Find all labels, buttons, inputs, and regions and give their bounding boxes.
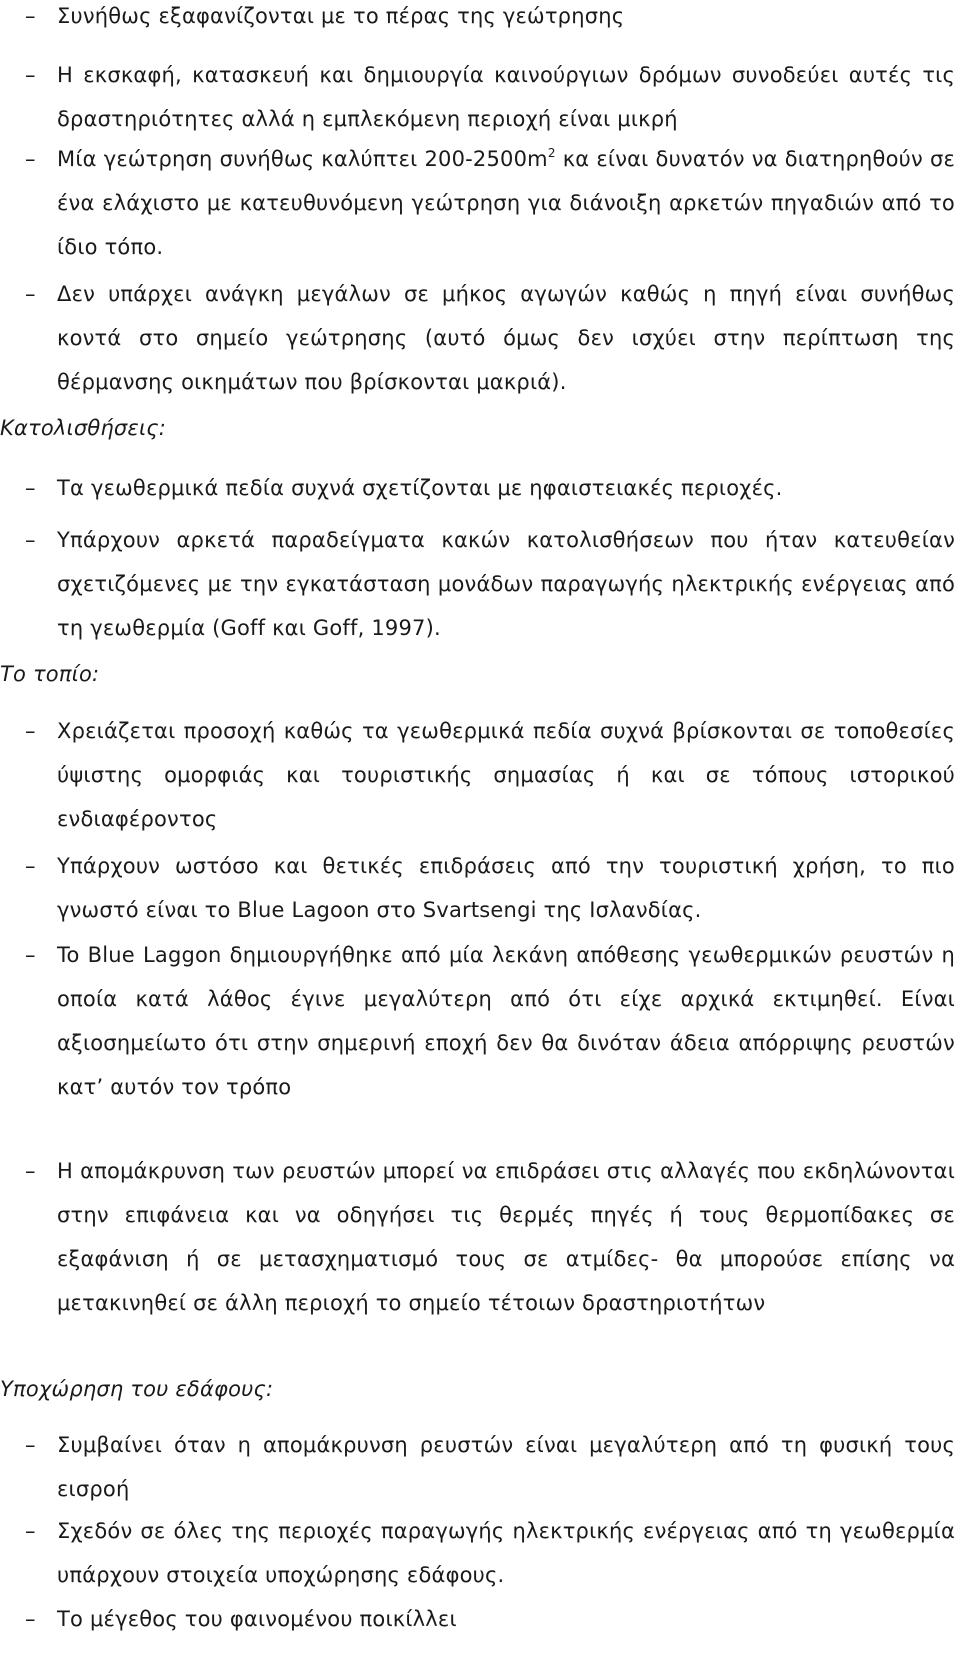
bullet-dash: – xyxy=(25,63,36,87)
bullet-text: Η εκσκαφή, κατασκευή και δημιουργία καινούργιων δρόμων συνοδεύει αυτές τις δραστηριότητες αλλά η εμπλεκόμενη περιοχή είναι μικρή xyxy=(57,63,955,131)
bullet-dash: – xyxy=(25,943,36,967)
bullet-text: Δεν υπάρχει ανάγκη μεγάλων σε μήκος αγωγών καθώς η πηγή είναι συνήθως κοντά στο σημείο γεώτρησης (αυτό όμως δεν ισχύει στην περίπτωση της θέρμανσης οικημάτων που βρίσκονται μακριά). xyxy=(57,282,955,394)
bullet-dash: – xyxy=(25,528,36,552)
bullet-dash: – xyxy=(25,476,36,500)
bullet-dash: – xyxy=(25,1519,36,1543)
bullet-text: Υπάρχουν ωστόσο και θετικές επιδράσεις από την τουριστική χρήση, το πιο γνωστό είναι το Blue Lagoon στο Svartsengi της Ισλανδίας. xyxy=(57,854,955,922)
bullet-text: Τα γεωθερμικά πεδία συχνά σχετίζονται με ηφαιστειακές περιοχές. xyxy=(57,476,783,500)
bullet-dash: – xyxy=(25,719,36,743)
section-heading-landscape: Το τοπίο: xyxy=(0,662,100,686)
bullet-text: Χρειάζεται προσοχή καθώς τα γεωθερμικά πεδία συχνά βρίσκονται σε τοποθεσίες ύψιστης ομορφιάς και τουριστικής σημασίας ή και σε τόπους ιστορικού ενδιαφέροντος xyxy=(57,719,955,831)
bullet-dash: – xyxy=(25,1159,36,1183)
section-heading-subsidence: Υποχώρηση του εδάφους: xyxy=(0,1377,274,1401)
bullet-text: To Blue Laggon δημιουργήθηκε από μία λεκάνη απόθεσης γεωθερμικών ρευστών η οποία κατά λάθος έγινε μεγαλύτερη από ότι είχε αρχικά εκτιμηθεί. Είναι αξιοσημείωτο ότι στην σημερινή εποχή δεν θα δινόταν άδεια απόρριψης ρευστών κατ’ αυτόν τον τρόπο xyxy=(57,943,955,1099)
bullet-text xyxy=(57,137,955,269)
bullet-dash: – xyxy=(25,1607,36,1631)
bullet-text: Η απομάκρυνση των ρευστών μπορεί να επιδράσει στις αλλαγές που εκδηλώνονται στην επιφάνεια και να οδηγήσει τις θερμές πηγές ή τους θερμοπίδακες σε εξαφάνιση ή σε μετασχηματισμό τους σε ατμίδες- θα μπορούσε επίσης να μετακινηθεί σε άλλη περιοχή το σημείο τέτοιων δραστηριοτήτων xyxy=(57,1159,955,1315)
bullet-text: Σχεδόν σε όλες της περιοχές παραγωγής ηλεκτρικής ενέργειας από τη γεωθερμία υπάρχουν στοιχεία υποχώρησης εδάφους. xyxy=(57,1519,955,1587)
superscript: 2 xyxy=(547,146,556,160)
bullet-text: Συνήθως εξαφανίζονται με το πέρας της γεώτρησης xyxy=(57,4,625,28)
bullet-dash: – xyxy=(25,854,36,878)
bullet-text-part: Μία γεώτρηση συνήθως καλύπτει 200-2500m xyxy=(57,147,548,171)
bullet-text: Συμβαίνει όταν η απομάκρυνση ρευστών είναι μεγαλύτερη από τη φυσική τους εισροή xyxy=(57,1433,955,1501)
bullet-text: Υπάρχουν αρκετά παραδείγματα κακών κατολισθήσεων που ήταν κατευθείαν σχετιζόμενες με την εγκατάσταση μονάδων παραγωγής ηλεκτρικής ενέργειας από τη γεωθερμία (Goff και Goff, 1997). xyxy=(57,528,955,640)
bullet-dash: – xyxy=(25,147,36,171)
bullet-dash: – xyxy=(25,1433,36,1457)
bullet-text-part: κα είναι δυνατόν να διατηρηθούν σε ένα ελάχιστο με κατευθυνόμενη γεώτρηση για διάνοιξη αρκετών πηγαδιών από το ίδιο τόπο. xyxy=(57,147,956,259)
bullet-dash: – xyxy=(25,4,36,28)
bullet-dash: – xyxy=(25,282,36,306)
section-heading-landslides: Κατολισθήσεις: xyxy=(0,416,167,440)
bullet-text: Το μέγεθος του φαινομένου ποικίλλει xyxy=(57,1607,457,1631)
